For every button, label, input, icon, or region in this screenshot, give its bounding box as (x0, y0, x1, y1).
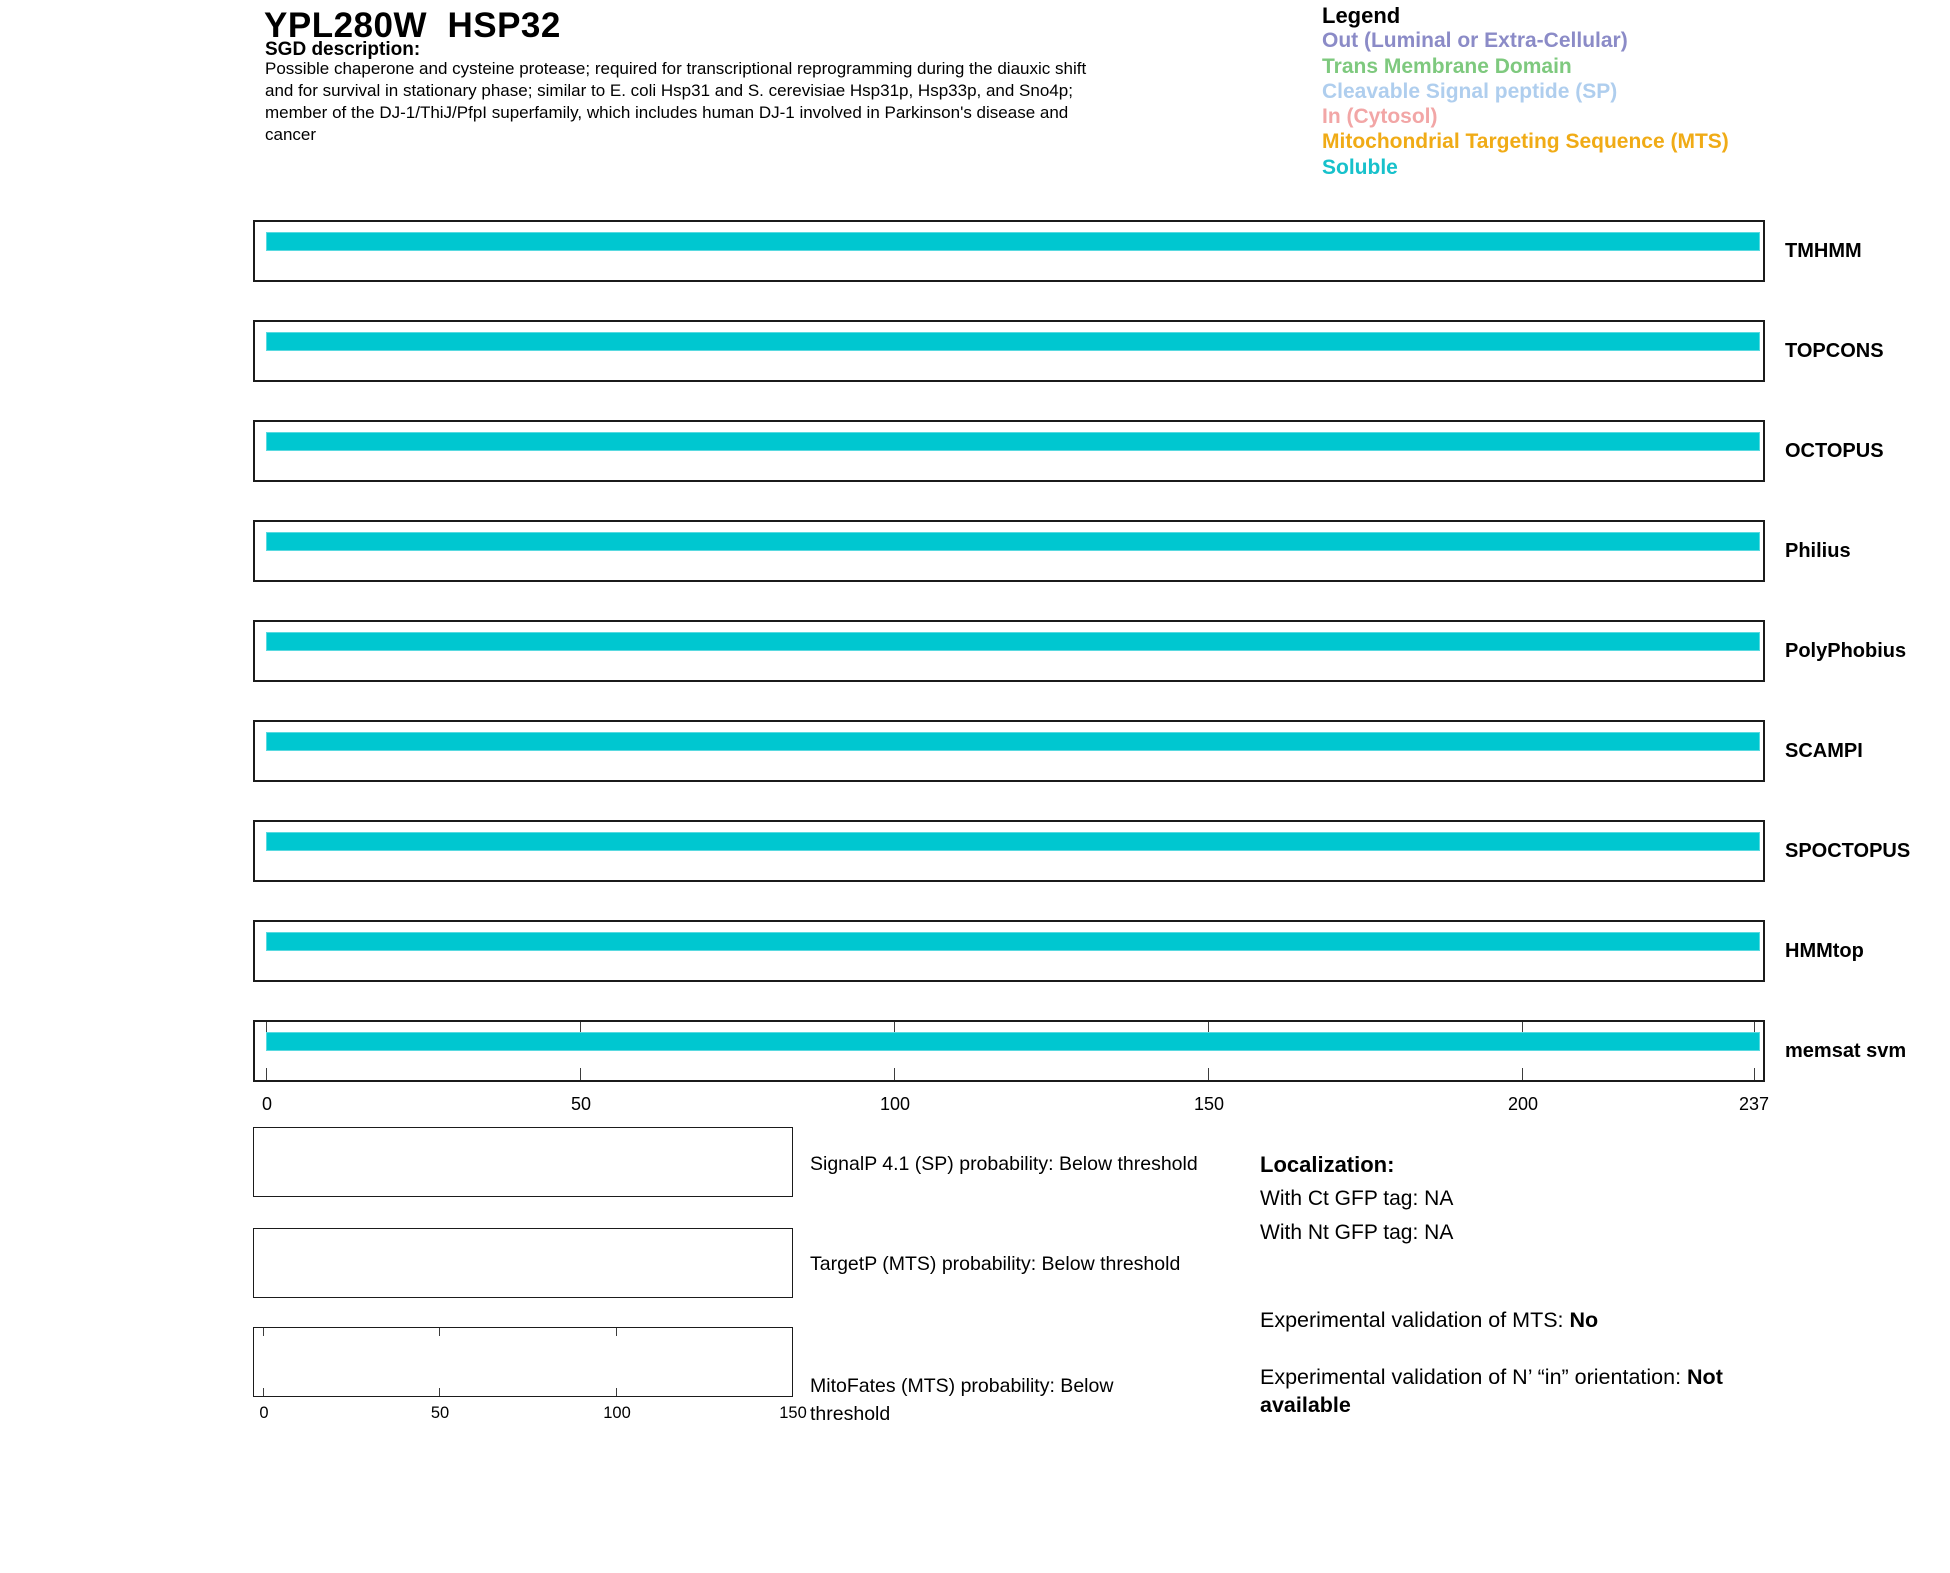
track-label-scampi: SCAMPI (1785, 740, 1863, 762)
axis-tick (266, 1022, 267, 1032)
description-line: and for survival in stationary phase; similar to E. coli Hsp31 and S. cerevisiae Hsp31p, Hsp33p, and Sno4p; (265, 81, 1073, 100)
orientation-validation-label: Experimental validation of N’ “in” orientation: (1260, 1365, 1688, 1389)
axis-tick (616, 1388, 617, 1396)
mts-validation-value: No (1569, 1308, 1599, 1332)
track-label-octopus: OCTOPUS (1785, 440, 1884, 462)
x-axis-tick-label: 150 (779, 1404, 807, 1422)
x-axis-tick-label: 50 (430, 1404, 450, 1422)
localization-block (1260, 1148, 1453, 1250)
axis-tick (1208, 1022, 1209, 1032)
description-line: member of the DJ-1/ThiJ/PfpI superfamily, which includes human DJ-1 involved in Parkinson's disease and (265, 103, 1069, 122)
mitofates-plot (253, 1327, 793, 1397)
soluble-bar (266, 1032, 1760, 1051)
soluble-bar (266, 632, 1760, 651)
axis-tick (1522, 1022, 1523, 1032)
x-axis-tick-label: 200 (1507, 1094, 1539, 1114)
track-box-spoctopus (253, 820, 1765, 882)
legend-item-transmembrane: Trans Membrane Domain (1322, 54, 1572, 78)
soluble-bar (266, 832, 1760, 851)
axis-tick (439, 1328, 440, 1336)
x-axis-tick-label: 100 (879, 1094, 911, 1114)
orientation-validation-line (1260, 1363, 1775, 1419)
track-box-hmmtop (253, 920, 1765, 982)
axis-tick (894, 1022, 895, 1032)
x-axis-tick-label: 0 (261, 1094, 273, 1114)
axis-tick (580, 1022, 581, 1032)
soluble-bar (266, 732, 1760, 751)
axis-tick (616, 1328, 617, 1336)
targetp-plot (253, 1228, 793, 1298)
x-axis-tick-label: 150 (1193, 1094, 1225, 1114)
axis-tick (580, 1068, 581, 1080)
legend-item-in-cytosol: In (Cytosol) (1322, 105, 1438, 129)
mitofates-label: MitoFates (MTS) probability: Below threshold (810, 1375, 1114, 1425)
axis-tick (263, 1388, 264, 1396)
track-label-spoctopus: SPOCTOPUS (1785, 840, 1911, 862)
signalp-plot (253, 1127, 793, 1197)
x-axis-tick-label: 0 (259, 1404, 269, 1422)
track-label-tmhmm: TMHMM (1785, 240, 1862, 262)
legend (1322, 3, 1729, 180)
description-line: Possible chaperone and cysteine protease; required for transcriptional reprogramming during the diauxic shift (265, 59, 1087, 78)
description-line: cancer (265, 125, 317, 144)
soluble-bar (266, 232, 1760, 251)
track-label-polyphobius: PolyPhobius (1785, 640, 1907, 662)
axis-tick (1522, 1068, 1523, 1080)
axis-tick (1754, 1022, 1755, 1032)
track-label-philius: Philius (1785, 540, 1851, 562)
legend-item-soluble: Soluble (1322, 155, 1398, 179)
track-box-scampi (253, 720, 1765, 782)
axis-tick (263, 1328, 264, 1336)
axis-tick (439, 1388, 440, 1396)
sgd-description-text (265, 58, 1086, 146)
axis-tick (894, 1068, 895, 1080)
localization-heading: Localization: (1260, 1152, 1395, 1177)
nt-gfp-line: With Nt GFP tag: NA (1260, 1221, 1454, 1244)
mts-validation-label: Experimental validation of MTS: (1260, 1308, 1570, 1332)
track-box-tmhmm (253, 220, 1765, 282)
track-box-polyphobius (253, 620, 1765, 682)
soluble-bar (266, 332, 1760, 351)
track-box-memsat-svm (253, 1020, 1765, 1082)
axis-tick (1208, 1068, 1209, 1080)
sgd-description-label: SGD description: (265, 39, 421, 60)
legend-item-mts: Mitochondrial Targeting Sequence (MTS) (1322, 130, 1729, 154)
soluble-bar (266, 532, 1760, 551)
axis-tick (266, 1068, 267, 1080)
orientation-validation-value: Not available (1260, 1365, 1723, 1417)
track-box-philius (253, 520, 1765, 582)
soluble-bar (266, 432, 1760, 451)
track-box-topcons (253, 320, 1765, 382)
track-box-octopus (253, 420, 1765, 482)
track-label-topcons: TOPCONS (1785, 340, 1884, 362)
soluble-bar (266, 932, 1760, 951)
signalp-label: SignalP 4.1 (SP) probability: Below threshold (810, 1153, 1198, 1175)
axis-tick (1754, 1068, 1755, 1080)
x-axis-tick-label: 237 (1738, 1094, 1770, 1114)
legend-item-signal-peptide: Cleavable Signal peptide (SP) (1322, 79, 1618, 103)
x-axis-tick-label: 100 (603, 1404, 631, 1422)
ct-gfp-line: With Ct GFP tag: NA (1260, 1187, 1454, 1210)
page-title: YPL280W HSP32 (264, 6, 561, 45)
x-axis-tick-label: 50 (570, 1094, 592, 1114)
legend-item-out: Out (Luminal or Extra-Cellular) (1322, 29, 1628, 53)
legend-title: Legend (1322, 3, 1401, 28)
track-label-memsat-svm: memsat svm (1785, 1040, 1907, 1062)
mts-validation-line (1260, 1306, 1598, 1334)
track-label-hmmtop: HMMtop (1785, 940, 1864, 962)
targetp-label: TargetP (MTS) probability: Below threshold (810, 1253, 1181, 1275)
